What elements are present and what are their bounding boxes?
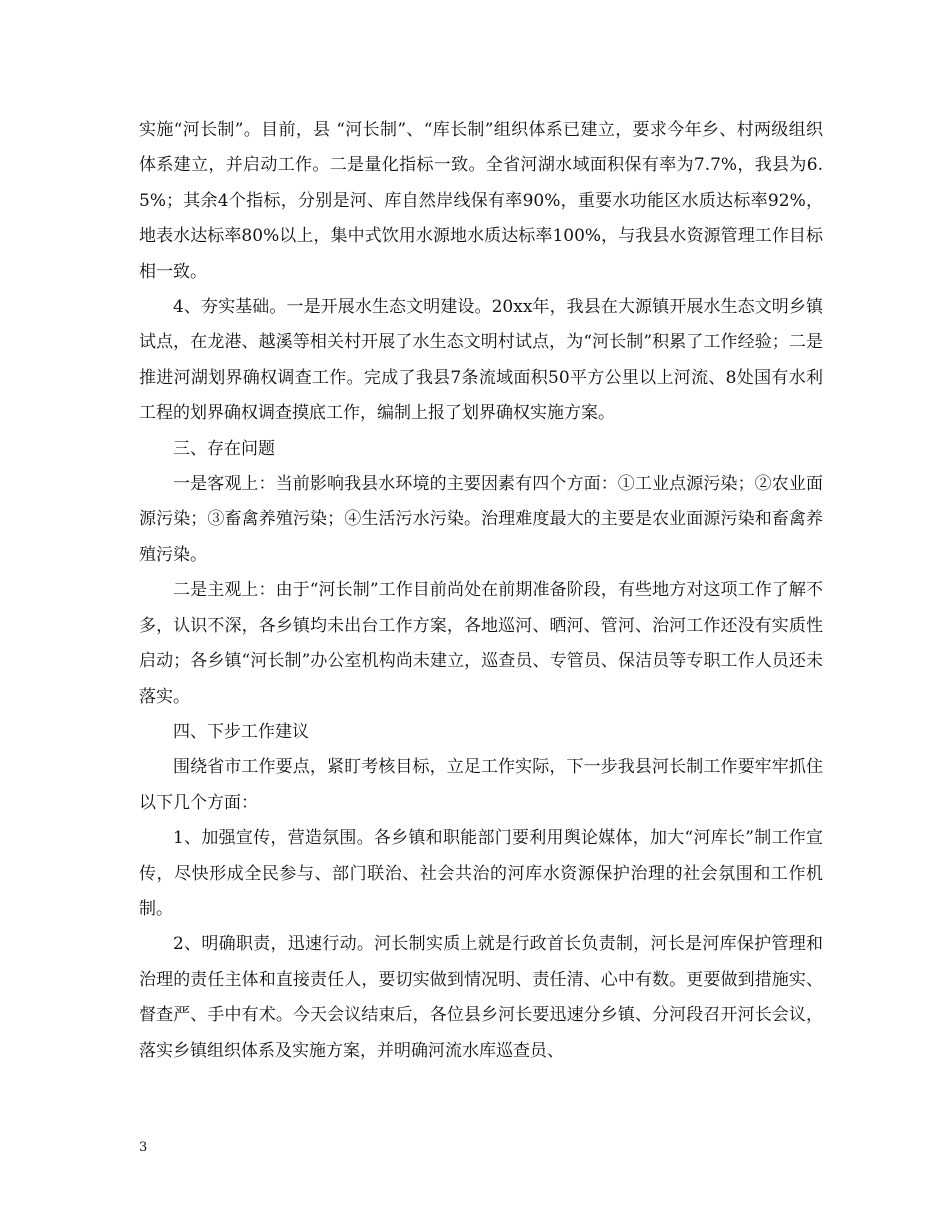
paragraph-subjective: 二是主观上：由于“河长制”工作目前尚处在前期准备阶段，有些地方对这项工作了解不多，认识不深，各乡镇均未出台工作方案，各地巡河、晒河、管河、治河工作还没有实质性启动；各乡镇“河长制”办公室机构尚未建立，巡查员、专管员、保洁员等专职工作人员还未落实。 — [139, 580, 823, 707]
paragraph-2: 4、夯实基础。一是开展水生态文明建设。20xx年，我县在大源镇开展水生态文明乡镇试点，在龙港、越溪等相关村开展了水生态文明村试点，为“河长制”积累了工作经验；二是推进河湖划界确权调查工作。完成了我县7条流域面积50平方公里以上河流、8处国有水利工程的划界确权调查摸底工作，编制上报了划界确权实施方案。 — [139, 297, 823, 424]
paragraph-objective: 一是客观上：当前影响我县水环境的主要因素有四个方面：①工业点源污染；②农业面源污染；③畜禽养殖污染；④生活污水污染。治理难度最大的主要是农业面源污染和畜禽养殖污染。 — [139, 474, 823, 565]
document-body — [139, 113, 823, 1069]
section-heading-suggestions: 四、下步工作建议 — [173, 721, 309, 742]
paragraph-item-2: 2、明确职责，迅速行动。河长制实质上就是行政首长负责制，河长是河库保护管理和治理的责任主体和直接责任人，要切实做到情况明、责任清、心中有数。更要做到措施实、督查严、手中有术。今天会议结束后，各位县乡河长要迅速分乡镇、分河段召开河长会议，落实乡镇组织体系及实施方案，并明确河流水库巡查员、 — [139, 934, 823, 1061]
paragraph-1: 实施“河长制”。目前，县 “河长制”、“库长制”组织体系已建立，要求今年乡、村两级组织体系建立，并启动工作。二是量化指标一致。全省河湖水域面积保有率为7.7%，我县为6.5%；其余4个指标，分别是河、库自然岸线保有率90%，重要水功能区水质达标率92%，地表水达标率80%以上，集中式饮用水源地水质达标率100%，与我县水资源管理工作目标相一致。 — [139, 120, 823, 282]
section-heading-problems: 三、存在问题 — [173, 438, 275, 459]
paragraph-intro: 围绕省市工作要点，紧盯考核目标，立足工作实际，下一步我县河长制工作要牢牢抓住以下几个方面： — [139, 757, 823, 813]
paragraph-item-1: 1、加强宣传，营造氛围。各乡镇和职能部门要利用舆论媒体，加大“河库长”制工作宣传，尽快形成全民参与、部门联治、社会共治的河库水资源保护治理的社会氛围和工作机制。 — [139, 828, 823, 919]
page-number: 3 — [139, 1140, 148, 1155]
